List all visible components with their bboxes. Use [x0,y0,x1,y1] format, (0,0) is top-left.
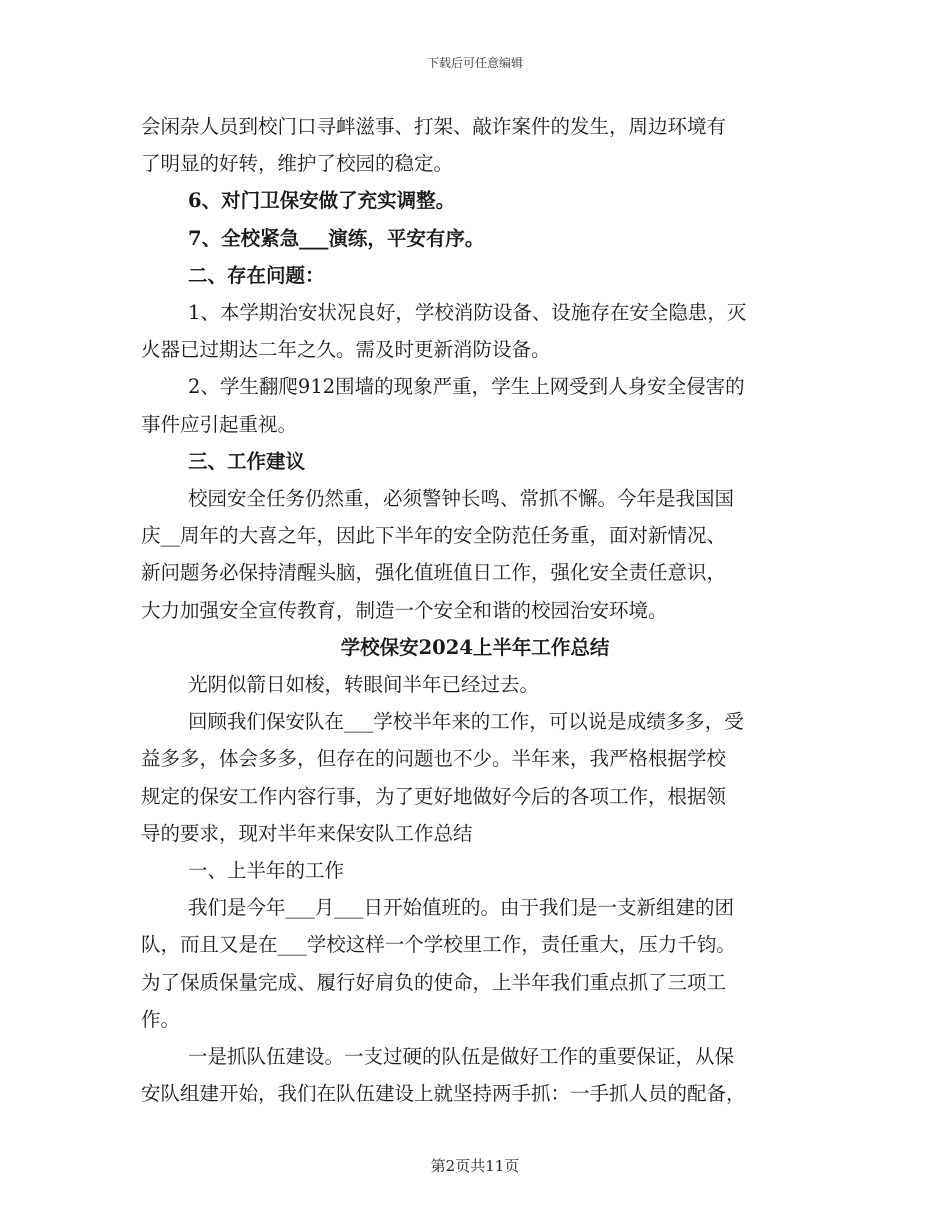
body-line: 一是抓队伍建设。一支过硬的队伍是做好工作的重要保证，从保 [188,1045,735,1069]
body-line: 事件应引起重视。 [141,412,298,436]
document-body [141,108,809,1112]
page-number-footer: 第2页共11页 [430,1157,520,1175]
body-line: 作。 [141,1007,181,1031]
section-heading: 二、存在问题： [188,263,325,287]
document-title: 学校保安2024上半年工作总结 [340,635,610,659]
body-line: 导的要求，现对半年来保安队工作总结 [141,821,473,845]
body-line: 益多多，体会多多，但存在的问题也不少。半年来，我严格根据学校 [141,747,727,771]
body-line: 2、学生翻爬912围墙的现象严重，学生上网受到人身安全侵害的 [188,375,745,399]
section-heading: 三、工作建议 [188,449,306,473]
body-line: 火器已过期达二年之久。需及时更新消防设备。 [141,338,551,362]
body-line: 会闲杂人员到校门口寻衅滋事、打架、敲诈案件的发生，周边环境有 [141,115,727,138]
page-header-note: 下载后可任意编辑 [426,56,523,70]
section-heading: 一、上半年的工作 [188,859,345,883]
body-line: 规定的保安工作内容行事，为了更好地做好今后的各项工作，根据领 [141,784,727,808]
body-line: 大力加强安全宣传教育，制造一个安全和谐的校园治安环境。 [141,598,668,622]
body-line: 校园安全任务仍然重，必须警钟长鸣、常抓不懈。今年是我国国 [188,487,735,511]
body-line: 回顾我们保安队在___学校半年来的工作，可以说是成绩多多，受 [188,710,744,734]
body-line: 我们是今年___月___日开始值班的。由于我们是一支新组建的团 [188,896,735,920]
item-heading: 7、全校紧急___演练，平安有序。 [188,226,485,250]
body-line: 1、本学期治安状况良好，学校消防设备、设施存在安全隐患，灭 [188,301,747,325]
body-line: 新问题务必保持清醒头脑，强化值班值日工作，强化安全责任意识， [141,561,727,585]
item-heading: 6、对门卫保安做了充实调整。 [188,189,456,213]
body-line: 为了保质保量完成、履行好肩负的使命，上半年我们重点抓了三项工 [141,970,727,994]
body-line: 庆__周年的大喜之年，因此下半年的安全防范任务重，面对新情况、 [141,524,727,548]
body-line: 光阴似箭日如梭，转眼间半年已经过去。 [188,673,540,697]
body-line: 队，而且又是在___学校这样一个学校里工作，责任重大，压力千钧。 [141,933,736,957]
body-line: 了明显的好转，维护了校园的稳定。 [141,152,454,176]
body-line: 安队组建开始，我们在队伍建设上就坚持两手抓：一手抓人员的配备， [141,1082,746,1106]
